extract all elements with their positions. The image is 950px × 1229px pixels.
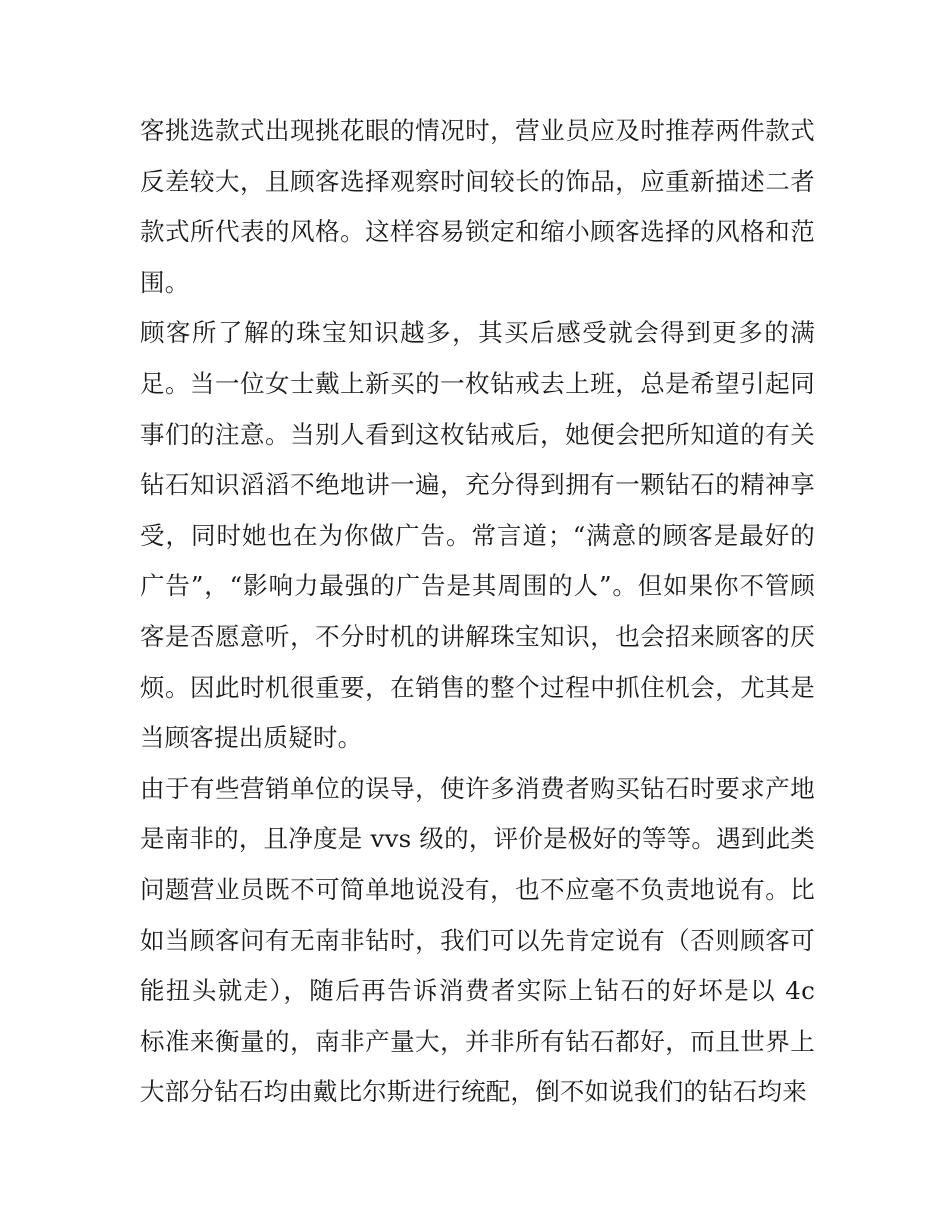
paragraph-1: 客挑选款式出现挑花眼的情况时，营业员应及时推荐两件款式反差较大，且顾客选择观察时间较长的饰品，应重新描述二者款式所代表的风格。这样容易锁定和缩小顾客选择的风格和范围。: [140, 116, 815, 297]
paragraph-3: 由于有些营销单位的误导，使许多消费者购买钻石时要求产地是南非的，且净度是 vvs 级的，评价是极好的等等。遇到此类问题营业员既不可简单地说没有，也不应毫不负责地说有。比如当顾客问有无南非钻时，我们可以先肯定说有（否则顾客可能扭头就走），随后再告诉消费者实际上钻石的好坏是以 4c 标准来衡量的，南非产量大，并非所有钻石都好，而且世界上大部分钻石均由戴比尔斯进行统配，倒不如说我们的钻石均来: [140, 773, 815, 1107]
document-body: [140, 106, 815, 1118]
paragraph-2: 顾客所了解的珠宝知识越多，其买后感受就会得到更多的满足。当一位女士戴上新买的一枚钻戒去上班，总是希望引起同事们的注意。当别人看到这枚钻戒后，她便会把所知道的有关钻石知识滔滔不绝地讲一遍，充分得到拥有一颗钻石的精神享受，同时她也在为你做广告。常言道；“满意的顾客是最好的广告”，“影响力最强的广告是其周围的人”。但如果你不管顾客是否愿意听，不分时机的讲解珠宝知识，也会招来顾客的厌烦。因此时机很重要，在销售的整个过程中抓住机会，尤其是当顾客提出质疑时。: [140, 318, 815, 753]
